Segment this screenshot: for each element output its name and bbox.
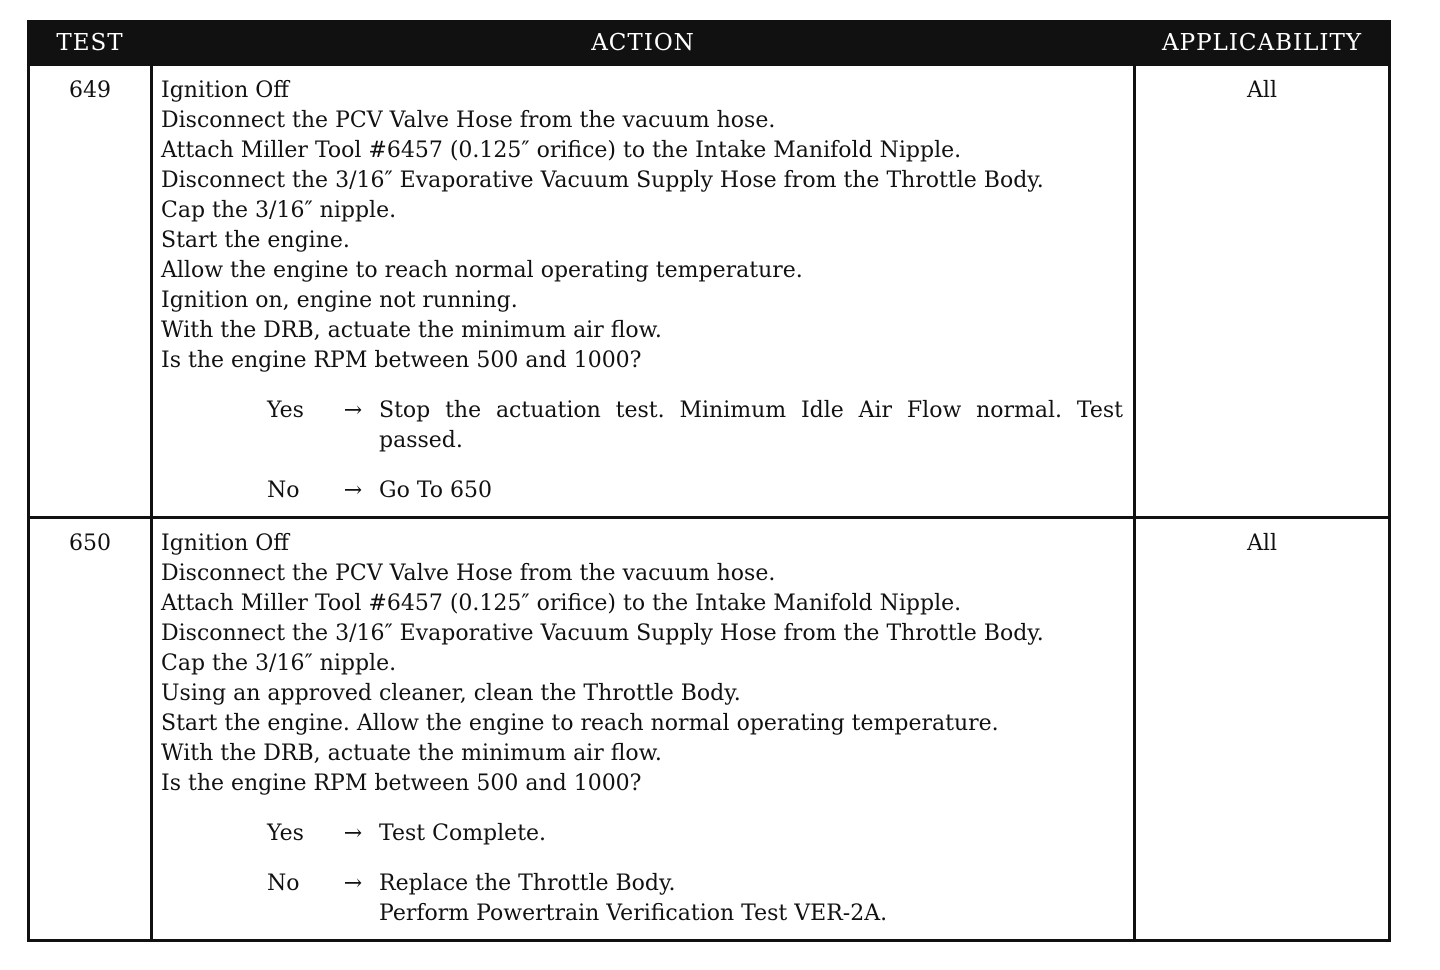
arrow-right-icon: → bbox=[343, 871, 363, 896]
action-step: Attach Miller Tool #6457 (0.125″ orifice) to the Intake Manifold Nipple. bbox=[161, 138, 962, 163]
action-step: Is the engine RPM between 500 and 1000? bbox=[161, 348, 642, 373]
action-step: Disconnect the 3/16″ Evaporative Vacuum Supply Hose from the Throttle Body. bbox=[161, 168, 1044, 193]
response-text bbox=[379, 869, 1125, 929]
response-line: Test Complete. bbox=[379, 821, 547, 846]
response-label: No bbox=[267, 478, 300, 503]
table-row bbox=[29, 518, 1390, 941]
response-no bbox=[161, 476, 1125, 506]
response-text bbox=[379, 396, 1125, 456]
response-yes bbox=[161, 396, 1125, 456]
action-step: Start the engine. bbox=[161, 228, 350, 253]
test-number: 649 bbox=[29, 65, 152, 518]
response-line: Replace the Throttle Body. bbox=[379, 871, 676, 896]
action-step: With the DRB, actuate the minimum air flow. bbox=[161, 318, 662, 343]
action-step: Is the engine RPM between 500 and 1000? bbox=[161, 771, 642, 796]
response-no bbox=[161, 869, 1125, 929]
action-step: Ignition Off bbox=[161, 531, 289, 556]
action-step: Disconnect the PCV Valve Hose from the vacuum hose. bbox=[161, 108, 776, 133]
arrow-right-icon: → bbox=[343, 821, 363, 846]
arrow-right-icon: → bbox=[343, 398, 363, 423]
action-step: Ignition on, engine not running. bbox=[161, 288, 518, 313]
action-step: Allow the engine to reach normal operating temperature. bbox=[161, 258, 803, 283]
action-step: Start the engine. Allow the engine to reach normal operating temperature. bbox=[161, 711, 999, 736]
test-number: 650 bbox=[29, 518, 152, 941]
action-step: Disconnect the PCV Valve Hose from the vacuum hose. bbox=[161, 561, 776, 586]
action-cell bbox=[152, 518, 1135, 941]
header-row bbox=[29, 22, 1390, 65]
action-step: Cap the 3/16″ nipple. bbox=[161, 198, 397, 223]
response-line: Perform Powertrain Verification Test VER-2A. bbox=[379, 901, 888, 926]
response-yes bbox=[161, 819, 1125, 849]
header-applicability: APPLICABILITY bbox=[1135, 22, 1390, 65]
response-text bbox=[379, 819, 1125, 849]
arrow-right-icon: → bbox=[343, 478, 363, 503]
action-step: Ignition Off bbox=[161, 78, 289, 103]
header-test: TEST bbox=[29, 22, 152, 65]
response-label: No bbox=[267, 871, 300, 896]
response-text bbox=[379, 476, 1125, 506]
action-step: Disconnect the 3/16″ Evaporative Vacuum Supply Hose from the Throttle Body. bbox=[161, 621, 1044, 646]
test-procedure-table bbox=[27, 20, 1391, 942]
action-step: With the DRB, actuate the minimum air flow. bbox=[161, 741, 662, 766]
responses bbox=[161, 819, 1125, 929]
applicability: All bbox=[1135, 518, 1390, 941]
response-line: Stop the actuation test. Minimum Idle Air Flow normal. Test passed. bbox=[379, 398, 1123, 453]
response-label: Yes bbox=[267, 398, 304, 423]
action-step: Cap the 3/16″ nipple. bbox=[161, 651, 397, 676]
action-step: Attach Miller Tool #6457 (0.125″ orifice) to the Intake Manifold Nipple. bbox=[161, 591, 962, 616]
applicability: All bbox=[1135, 65, 1390, 518]
action-step: Using an approved cleaner, clean the Throttle Body. bbox=[161, 681, 741, 706]
responses bbox=[161, 396, 1125, 506]
response-line: Go To 650 bbox=[379, 478, 493, 503]
action-cell bbox=[152, 65, 1135, 518]
header-action: ACTION bbox=[152, 22, 1135, 65]
table-row bbox=[29, 65, 1390, 518]
response-label: Yes bbox=[267, 821, 304, 846]
